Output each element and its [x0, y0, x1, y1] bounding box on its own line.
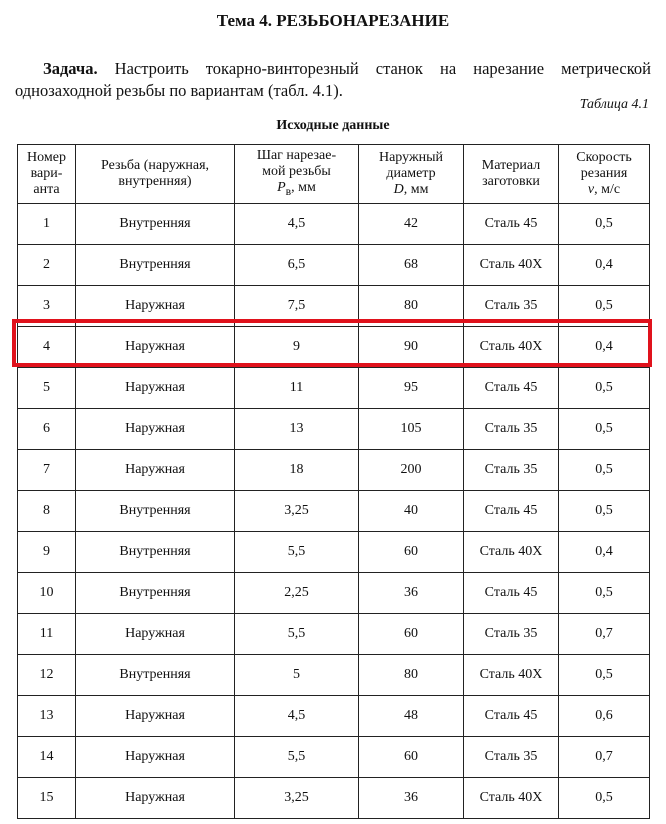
- table-cell: 11: [18, 614, 76, 655]
- table-cell: Внутренняя: [76, 573, 235, 614]
- table-cell: 60: [359, 614, 464, 655]
- table-cell: Наружная: [76, 737, 235, 778]
- table-cell: 0,4: [559, 327, 650, 368]
- table-row: [18, 368, 650, 409]
- header-material: Материал заготовки: [464, 145, 559, 204]
- table-row: [18, 245, 650, 286]
- table-cell: 40: [359, 491, 464, 532]
- table-cell: Наружная: [76, 614, 235, 655]
- table-header-row: [18, 145, 650, 204]
- table-cell: 0,5: [559, 409, 650, 450]
- table-cell: 42: [359, 204, 464, 245]
- table-cell: 6,5: [235, 245, 359, 286]
- table-row: [18, 204, 650, 245]
- table-cell: 12: [18, 655, 76, 696]
- table-cell: 36: [359, 573, 464, 614]
- table-cell: 9: [18, 532, 76, 573]
- table-cell: Сталь 40Х: [464, 327, 559, 368]
- table-cell: Сталь 45: [464, 204, 559, 245]
- table-cell: Внутренняя: [76, 204, 235, 245]
- table-cell: 15: [18, 778, 76, 819]
- table-cell: Сталь 40Х: [464, 778, 559, 819]
- table-cell: 4,5: [235, 204, 359, 245]
- table-cell: 3: [18, 286, 76, 327]
- table-cell: 80: [359, 655, 464, 696]
- table-cell: 0,5: [559, 655, 650, 696]
- table-row: [18, 450, 650, 491]
- table-cell: 0,5: [559, 778, 650, 819]
- table-cell: 5: [235, 655, 359, 696]
- table-row: [18, 614, 650, 655]
- table-body: [18, 204, 650, 819]
- table-cell: 60: [359, 737, 464, 778]
- table-cell: 0,5: [559, 450, 650, 491]
- table-cell: Сталь 45: [464, 368, 559, 409]
- table-cell: 200: [359, 450, 464, 491]
- table-cell: 4: [18, 327, 76, 368]
- table-cell: 7,5: [235, 286, 359, 327]
- variants-table: [17, 144, 650, 819]
- table-row: [18, 491, 650, 532]
- table-cell: Сталь 35: [464, 409, 559, 450]
- table-cell: 0,5: [559, 491, 650, 532]
- table-name: Исходные данные: [276, 118, 390, 133]
- table-cell: 0,5: [559, 368, 650, 409]
- table-cell: 0,4: [559, 532, 650, 573]
- table-cell: 5,5: [235, 614, 359, 655]
- table-cell: 60: [359, 532, 464, 573]
- table-cell: Наружная: [76, 409, 235, 450]
- table-cell: 5,5: [235, 737, 359, 778]
- table-cell: 105: [359, 409, 464, 450]
- table-cell: Внутренняя: [76, 245, 235, 286]
- table-row: [18, 327, 650, 368]
- table-cell: Сталь 45: [464, 491, 559, 532]
- table-cell: Наружная: [76, 778, 235, 819]
- table-cell: Сталь 35: [464, 286, 559, 327]
- table-cell: 5: [18, 368, 76, 409]
- table-cell: Сталь 35: [464, 450, 559, 491]
- table-row: [18, 573, 650, 614]
- table-cell: 0,5: [559, 286, 650, 327]
- table-row: [18, 286, 650, 327]
- table-caption: Таблица 4.1: [579, 97, 649, 112]
- table-cell: 10: [18, 573, 76, 614]
- table-cell: Внутренняя: [76, 655, 235, 696]
- page-title: Тема 4. РЕЗЬБОНАРЕЗАНИЕ: [216, 11, 450, 30]
- header-pitch: Шаг нарезае- мой резьбы $P_в$, мм: [235, 145, 359, 204]
- table-cell: 2: [18, 245, 76, 286]
- table-cell: Сталь 40Х: [464, 655, 559, 696]
- table-cell: 2,25: [235, 573, 359, 614]
- task-lead: Задача.: [43, 59, 98, 78]
- table-cell: Наружная: [76, 368, 235, 409]
- table-cell: 13: [235, 409, 359, 450]
- table-row: [18, 778, 650, 819]
- table-cell: 90: [359, 327, 464, 368]
- table-cell: 14: [18, 737, 76, 778]
- table-cell: Сталь 45: [464, 696, 559, 737]
- header-variant: Номер вари- анта: [18, 145, 76, 204]
- table-cell: Сталь 40Х: [464, 532, 559, 573]
- table-cell: 0,4: [559, 245, 650, 286]
- table-cell: 0,7: [559, 737, 650, 778]
- table-cell: 5,5: [235, 532, 359, 573]
- table-cell: 0,5: [559, 573, 650, 614]
- task-paragraph: [15, 58, 651, 102]
- table-cell: Внутренняя: [76, 532, 235, 573]
- table-cell: 0,6: [559, 696, 650, 737]
- table-cell: Сталь 35: [464, 614, 559, 655]
- table-cell: Наружная: [76, 450, 235, 491]
- table-row: [18, 696, 650, 737]
- table-cell: Сталь 40Х: [464, 245, 559, 286]
- table-cell: 11: [235, 368, 359, 409]
- table-cell: Наружная: [76, 327, 235, 368]
- table-cell: 36: [359, 778, 464, 819]
- table-cell: 1: [18, 204, 76, 245]
- task-text: Настроить токарно-винторезный станок на нарезание метрической однозаходной резьбы по вариантам (табл. 4.1).: [15, 59, 651, 100]
- table-cell: 6: [18, 409, 76, 450]
- header-speed: Скорость резания v, м/с: [559, 145, 650, 204]
- table-cell: 7: [18, 450, 76, 491]
- table-cell: 0,5: [559, 204, 650, 245]
- table-cell: 3,25: [235, 491, 359, 532]
- table-cell: 0,7: [559, 614, 650, 655]
- table-row: [18, 532, 650, 573]
- table-cell: 48: [359, 696, 464, 737]
- table-cell: 13: [18, 696, 76, 737]
- table-cell: 9: [235, 327, 359, 368]
- table-row: [18, 655, 650, 696]
- header-diameter: Наружный диаметр D, мм: [359, 145, 464, 204]
- table-cell: 3,25: [235, 778, 359, 819]
- table-cell: Внутренняя: [76, 491, 235, 532]
- table-row: [18, 409, 650, 450]
- table-cell: Наружная: [76, 696, 235, 737]
- header-thread: Резьба (наружная, внутренняя): [76, 145, 235, 204]
- table-cell: Сталь 35: [464, 737, 559, 778]
- table-row: [18, 737, 650, 778]
- table-cell: 4,5: [235, 696, 359, 737]
- table-cell: 80: [359, 286, 464, 327]
- table-cell: Сталь 45: [464, 573, 559, 614]
- table-cell: 95: [359, 368, 464, 409]
- table-cell: 68: [359, 245, 464, 286]
- table-cell: 8: [18, 491, 76, 532]
- table-cell: Наружная: [76, 286, 235, 327]
- table-cell: 18: [235, 450, 359, 491]
